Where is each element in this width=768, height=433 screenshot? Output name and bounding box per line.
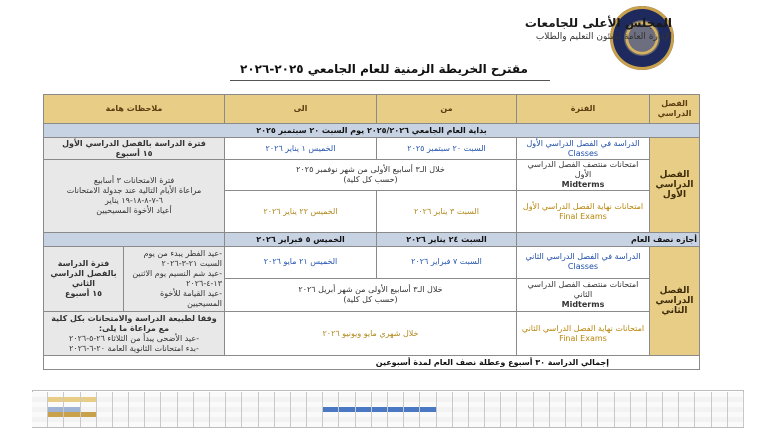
grid-cell: [259, 422, 275, 427]
grid-cell: [356, 422, 372, 427]
grid-cell: [81, 422, 97, 427]
sem2-notes: [44, 247, 225, 312]
calendar-table: [43, 94, 700, 370]
sem1-midterm-period: [517, 160, 650, 191]
sem1-mid-ar: امتحانات منتصف الفصل الدراسي الأول: [527, 160, 639, 179]
sem1-note1-b: ١٥ أسبوع: [115, 148, 153, 158]
grid-cell: [615, 422, 631, 427]
grid-cell: [485, 422, 501, 427]
midyear-to: الخميس ٥ فبراير ٢٠٢٦: [225, 233, 377, 247]
grid-row: [32, 422, 744, 427]
sem2-classes-en: Classes: [567, 262, 599, 272]
grid-cell: [64, 422, 80, 427]
weekly-calendar-grid: [32, 390, 744, 428]
sem2-note3-c: -بدء امتحانات الثانوية العامة ٢٠-٦-٢٠٢٦: [69, 343, 199, 353]
sem2-note3: [44, 312, 225, 356]
year-start-row: [44, 124, 700, 138]
sem2-holidays-2: -عيد شم النسيم يوم الاثنين ١٣-٤-٢٠٢٦: [132, 269, 222, 288]
sem2-mid-when-a: خلال الـ٣ أسابيع الأولى من شهر أبريل ٢٠٢٦: [298, 284, 443, 294]
grid-cell: [291, 422, 307, 427]
grid-cell: [404, 422, 420, 427]
sem1-classes-en: Classes: [567, 148, 599, 158]
grid-cell: [679, 422, 695, 427]
sem2-midterm-when: [225, 278, 517, 311]
sem2-classes-ar: الدراسة في الفصل الدراسي الثاني: [525, 252, 641, 262]
grid-cell: [469, 422, 485, 427]
sem1-final-from: السبت ٣ يناير ٢٠٢٦: [377, 191, 517, 233]
grid-cell: [647, 422, 663, 427]
title-underline: [230, 80, 550, 81]
grid-cell: [695, 422, 711, 427]
grid-cell: [32, 422, 48, 427]
sem1-note1: [44, 138, 225, 160]
grid-cell: [712, 422, 728, 427]
sem1-note2-b: مراعاة الأيام التالية عند جدولة الامتحانات: [66, 186, 202, 195]
col-from: من: [377, 95, 517, 124]
sem1-note2-c: ٦-٧-٨-١٨-١٩ يناير: [105, 196, 163, 205]
grid-cell: [178, 422, 194, 427]
sem1-note2-d: أعياد الأخوة المسيحيين: [96, 206, 172, 215]
sem1-final-ar: امتحانات نهاية الفصل الدراسي الأول: [522, 201, 644, 211]
sem2-mid-en: Midterms: [561, 299, 605, 309]
grid-cell: [453, 422, 469, 427]
sem1-classes-ar: الدراسة في الفصل الدراسي الأول: [526, 138, 640, 148]
midyear-label: أجازه نصف العام: [517, 233, 700, 247]
sem1-classes-row: [44, 138, 700, 160]
grid-cell: [226, 422, 242, 427]
grid-cell: [129, 422, 145, 427]
grid-cell: [145, 422, 161, 427]
grid-cell: [210, 422, 226, 427]
sem1-note2: [44, 160, 225, 233]
sem2-classes-to: الخميس ٢١ مايو ٢٠٢٦: [225, 247, 377, 279]
sem2-note3-b: -عيد الأضحى يبدأ من الثلاثاء ٢٦-٥-٢٠٢٦: [69, 333, 199, 343]
sem1-note2-a: فترة الامتحانات ٣ أسابيع: [93, 176, 175, 185]
grid-cell: [582, 422, 598, 427]
sem1-classes-from: السبت ٢٠ سبتمبر ٢٠٢٥: [377, 138, 517, 160]
grid-cell: [517, 422, 533, 427]
grid-cell: [420, 422, 436, 427]
page-title: مقترح الخريطة الزمنية للعام الجامعي ٢٠٢٥-٢٠٢٦: [240, 62, 528, 76]
sem1-final-to: الخميس ٢٢ يناير ٢٠٢٦: [225, 191, 377, 233]
sem2-label: الفصل الدراسي الثاني: [650, 247, 700, 356]
grid-cell: [97, 422, 113, 427]
midyear-notes: [44, 233, 225, 247]
grid-cell: [307, 422, 323, 427]
header-line1: المجلس الأعلى للجامعات: [524, 16, 672, 30]
sem1-classes-period: [517, 138, 650, 160]
sem1-midterm-row: [44, 160, 700, 191]
grid-cell: [566, 422, 582, 427]
sem2-classes-period: [517, 247, 650, 279]
sem1-mid-when-a: خلال الـ٣ أسابيع الأولى من شهر نوفمبر ٢٠٢٥: [296, 165, 445, 174]
sem2-note3-a: وفقا لطبيعة الدراسة والامتحانات بكل كلية مع مراعاة ما يلى:: [51, 313, 217, 333]
sem2-final-period: [517, 312, 650, 356]
sem1-classes-to: الخميس ١ يناير ٢٠٢٦: [225, 138, 377, 160]
grid-cell: [598, 422, 614, 427]
midyear-from: السبت ٢٤ يناير ٢٠٢٦: [377, 233, 517, 247]
grid-cell: [372, 422, 388, 427]
grid-cell: [339, 422, 355, 427]
grid-cell: [48, 422, 64, 427]
grid-cell: [728, 422, 744, 427]
sem2-final-ar: امتحانات نهاية الفصل الدراسي الثاني: [521, 323, 645, 333]
midyear-row: [44, 233, 700, 247]
total-band: إجمالي الدراسة ٣٠ أسبوع وعطلة نصف العام لمدة أسبوعين: [44, 356, 700, 370]
header-text: [525, 16, 672, 42]
sem2-note-b: ١٥ أسبوع: [65, 289, 102, 298]
sem2-classes-from: السبت ٧ فبراير ٢٠٢٦: [377, 247, 517, 279]
sem2-duration: [44, 247, 123, 311]
sem2-final-row: [44, 312, 700, 356]
sem2-holidays-1: -عيد الفطر يبدء من يوم السبت ٢١-٣-٢٠٢٦: [143, 249, 222, 268]
grid-cell: [275, 422, 291, 427]
year-start-band: بداية العام الجامعي ٢٠٢٥/٢٠٢٦ يوم السبت ٢٠ سبتمبر ٢٠٢٥: [44, 124, 700, 138]
grid-cell: [550, 422, 566, 427]
col-notes: ملاحظات هامة: [44, 95, 225, 124]
grid-cell: [388, 422, 404, 427]
grid-cell: [194, 422, 210, 427]
sem1-label: الفصل الدراسي الأول: [650, 138, 700, 233]
grid-cell: [501, 422, 517, 427]
sem1-final-en: Final Exams: [559, 211, 607, 221]
sem2-mid-when-b: (حسب كل كلية): [343, 294, 398, 304]
header-line2: الإدارة العامة لشئون التعليم والطلاب: [535, 32, 672, 42]
col-to: الى: [225, 95, 377, 124]
col-semester: الفصل الدراسي: [650, 95, 700, 124]
sem1-note1-a: فترة الدراسة بالفصل الدراسي الأول: [62, 138, 206, 148]
sem1-midterm-when: [225, 160, 517, 191]
sem2-classes-row: [44, 247, 700, 279]
sem2-final-when: خلال شهري مايو ويونيو ٢٠٢٦: [225, 312, 517, 356]
sem1-mid-en: Midterms: [561, 180, 605, 189]
grid-cell: [323, 422, 339, 427]
sem2-mid-ar: امتحانات منتصف الفصل الدراسي الثاني: [527, 279, 639, 299]
grid-cell: [663, 422, 679, 427]
total-row: [44, 356, 700, 370]
header-row: [44, 95, 700, 124]
grid-cell: [113, 422, 129, 427]
sem1-mid-when-b: (حسب كل كلية): [343, 175, 398, 184]
sem2-final-en: Final Exams: [559, 333, 607, 343]
sem1-final-period: [517, 191, 650, 233]
sem2-midterm-period: [517, 278, 650, 311]
grid-cell: [242, 422, 258, 427]
grid-cell: [161, 422, 177, 427]
grid-cell: [437, 422, 453, 427]
sem2-holidays-3: -عيد القيامة للأخوة المسيحيين: [160, 289, 222, 308]
sem2-holidays: [123, 247, 224, 311]
grid-cell: [534, 422, 550, 427]
sem2-note-a: فترة الدراسة بالفصل الدراسي الثاني: [50, 259, 117, 288]
grid-cell: [631, 422, 647, 427]
col-period: الفترة: [517, 95, 650, 124]
